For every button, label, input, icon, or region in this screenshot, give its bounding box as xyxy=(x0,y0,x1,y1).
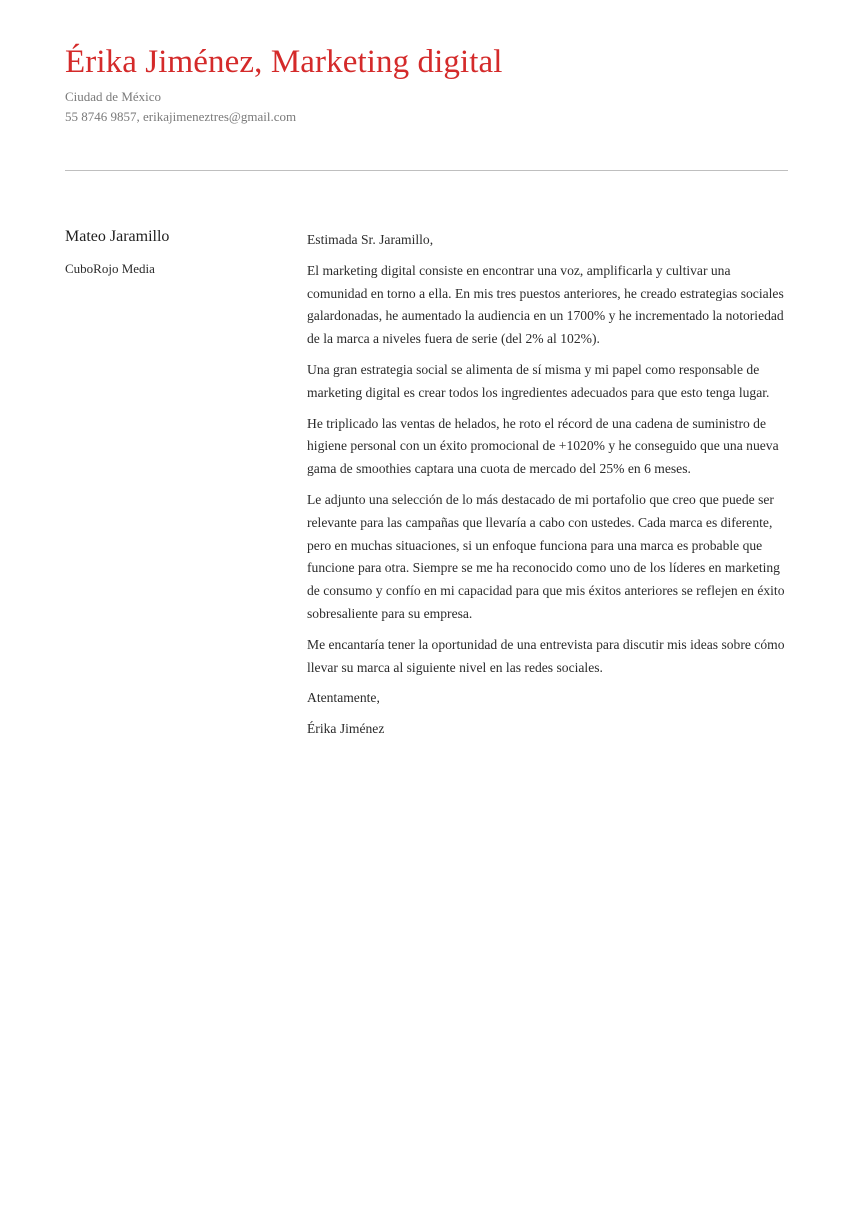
letter-closing: Atentamente, xyxy=(307,690,380,706)
recipient-block xyxy=(65,226,285,278)
header-divider xyxy=(65,170,788,171)
sender-phone-email: 55 8746 9857, erikajimeneztres@gmail.com xyxy=(65,109,297,124)
sender-contact xyxy=(65,87,788,127)
letter-paragraph-3: He triplicado las ventas de helados, he roto el récord de una cadena de suministro de higiene personal con un éxito promocional de +1020% y he conseguido que una nueva gama de smoothies captara una cuota de mercado del 25% en 6 meses. xyxy=(307,415,779,477)
letter-header xyxy=(65,40,788,127)
recipient-name: Mateo Jaramillo xyxy=(65,228,170,245)
letter-body xyxy=(307,229,792,749)
sender-city: Ciudad de México xyxy=(65,89,162,104)
letter-signature: Érika Jiménez xyxy=(307,721,385,737)
recipient-company: CuboRojo Media xyxy=(65,261,155,276)
sender-name-title: Érika Jiménez, Marketing digital xyxy=(65,44,503,80)
letter-greeting: Estimada Sr. Jaramillo, xyxy=(307,232,434,247)
letter-paragraph-1: El marketing digital consiste en encontrar una voz, amplificarla y cultivar una comunidad en torno a ella. En mis tres puestos anteriores, he creado estrategias sociales galardonadas, he aumentado la audiencia en un 1700% y he incrementado la notoriedad de la marca a niveles fuera de serie (del 2% al 102%). xyxy=(307,262,784,347)
letter-paragraph-2: Una gran estrategia social se alimenta de sí misma y mi papel como responsable de marketing digital es crear todos los ingredientes adecuados para que esto tenga lugar. xyxy=(307,361,770,400)
letter-paragraph-5: Me encantaría tener la oportunidad de una entrevista para discutir mis ideas sobre cómo llevar su marca al siguiente nivel en las redes sociales. xyxy=(307,636,785,675)
letter-paragraph-4: Le adjunto una selección de lo más destacado de mi portafolio que creo que puede ser relevante para las campañas que llevaría a cabo con ustedes. Cada marca es diferente, pero en muchas situaciones, si un enfoque funciona para una marca es probable que funcione para otra. Siempre se me ha reconocido como uno de los líderes en marketing de consumo y confío en mi capacidad para que mis éxitos anteriores se reflejen en éxito sobresaliente para su empresa. xyxy=(307,491,785,621)
